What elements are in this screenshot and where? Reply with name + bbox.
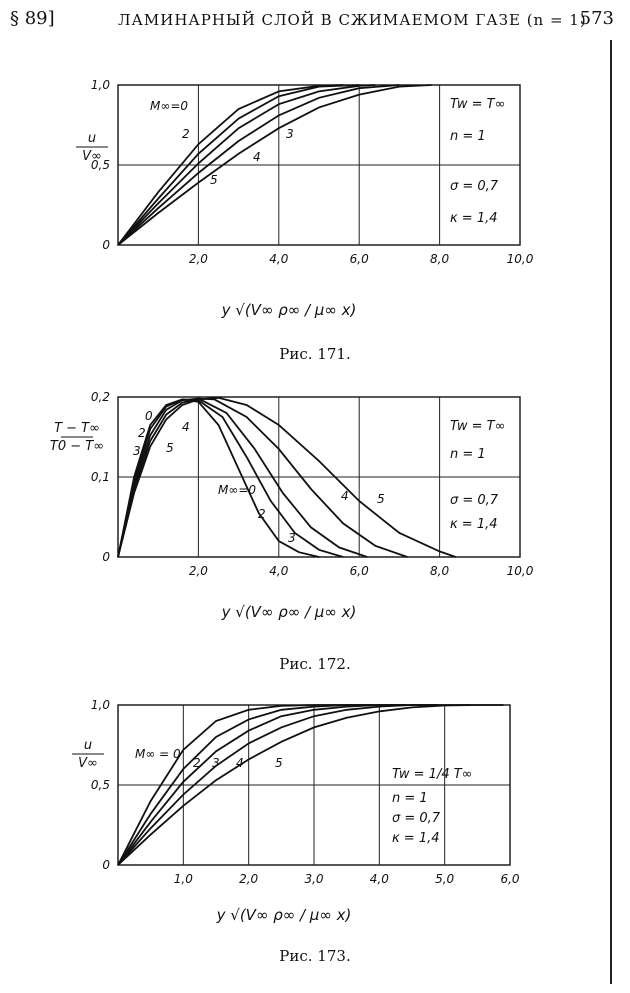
- y-axis-label-numerator: T − T∞: [54, 421, 100, 436]
- x-axis-label: y √(V∞ ρ∞ / μ∞ x): [221, 603, 357, 621]
- x-axis-label: y √(V∞ ρ∞ / μ∞ x): [216, 906, 352, 924]
- x-tick-label: 1,0: [173, 872, 193, 886]
- y-tick-label: 1,0: [90, 698, 110, 712]
- y-axis-label-numerator: u: [83, 738, 93, 753]
- curve-label: 5: [275, 756, 283, 770]
- parameter-label: Tw = T∞: [450, 97, 506, 112]
- parameter-label: n = 1: [450, 129, 486, 144]
- parameter-label: κ = 1,4: [450, 517, 498, 532]
- x-tick-label: 4,0: [269, 252, 289, 266]
- figure-173-chart: [0, 690, 630, 960]
- x-tick-label: 8,0: [430, 564, 450, 578]
- y-axis-label-denominator: V∞: [82, 149, 102, 164]
- curve-label: 4: [253, 150, 261, 164]
- parameter-label: Tw = T∞: [450, 419, 506, 434]
- y-tick-label: 0: [102, 238, 110, 252]
- y-tick-label: 0,2: [90, 390, 110, 404]
- x-tick-label: 8,0: [430, 252, 450, 266]
- running-title: ЛАМИНАРНЫЙ СЛОЙ В СЖИМАЕМОМ ГАЗЕ (n = 1): [118, 11, 587, 29]
- y-tick-label: 0,5: [90, 158, 110, 172]
- curve-label: 4: [236, 756, 244, 770]
- figure-171-caption: Рис. 171.: [279, 345, 351, 363]
- x-tick-label: 6,0: [500, 872, 520, 886]
- curve-label: 3: [288, 531, 296, 545]
- x-tick-label: 2,0: [239, 872, 259, 886]
- x-tick-label: 6,0: [349, 564, 369, 578]
- x-tick-label: 4,0: [269, 564, 289, 578]
- figure-173-caption: Рис. 173.: [279, 947, 351, 965]
- curve-label: 2: [138, 426, 146, 440]
- curve-label: 5: [166, 441, 174, 455]
- parameter-label: n = 1: [450, 447, 486, 462]
- parameter-label: κ = 1,4: [450, 211, 498, 226]
- x-tick-label: 2,0: [188, 564, 208, 578]
- figure-172-chart: [0, 382, 630, 662]
- curve-label: 4: [182, 420, 190, 434]
- curve-label: 3: [133, 444, 141, 458]
- x-tick-label: 3,0: [304, 872, 324, 886]
- y-axis-label-denominator: V∞: [78, 756, 98, 771]
- y-tick-label: 0,1: [90, 470, 110, 484]
- y-tick-label: 0: [102, 858, 110, 872]
- x-tick-label: 10,0: [506, 564, 534, 578]
- curve-label: 0: [145, 409, 153, 423]
- x-tick-label: 6,0: [349, 252, 369, 266]
- parameter-label: n = 1: [392, 791, 428, 806]
- parameter-label: σ = 0,7: [450, 179, 499, 194]
- section-number: § 89]: [10, 8, 55, 29]
- y-tick-label: 1,0: [90, 78, 110, 92]
- y-axis-label-denominator: T0 − T∞: [49, 439, 105, 454]
- curve-label: 5: [210, 173, 218, 187]
- curve-label: M∞=0: [150, 99, 189, 113]
- curve-label: 2: [193, 756, 201, 770]
- curve-label: 2: [182, 127, 190, 141]
- y-axis-label-numerator: u: [87, 131, 97, 146]
- y-tick-label: 0,5: [90, 778, 110, 792]
- curve-label: 5: [377, 492, 385, 506]
- curve-label: 4: [341, 489, 349, 503]
- y-tick-label: 0: [102, 550, 110, 564]
- parameter-label: σ = 0,7: [392, 811, 441, 826]
- curve-label: 3: [212, 756, 220, 770]
- curve-series-3: [118, 399, 407, 557]
- figure-171-chart: [0, 70, 630, 350]
- parameter-label: σ = 0,7: [450, 493, 499, 508]
- curve-label: M∞ = 0: [135, 747, 181, 761]
- x-tick-label: 5,0: [435, 872, 455, 886]
- parameter-label: κ = 1,4: [392, 831, 440, 846]
- curve-label: 2: [258, 507, 266, 521]
- page-number: 573: [579, 8, 614, 29]
- parameter-label: Tw = 1/4 T∞: [392, 767, 473, 782]
- curve-label: 3: [286, 127, 294, 141]
- figure-172-caption: Рис. 172.: [279, 655, 351, 673]
- x-tick-label: 4,0: [369, 872, 389, 886]
- x-tick-label: 10,0: [506, 252, 534, 266]
- curve-label: M∞=0: [218, 483, 257, 497]
- x-axis-label: y √(V∞ ρ∞ / μ∞ x): [221, 301, 357, 319]
- x-tick-label: 2,0: [188, 252, 208, 266]
